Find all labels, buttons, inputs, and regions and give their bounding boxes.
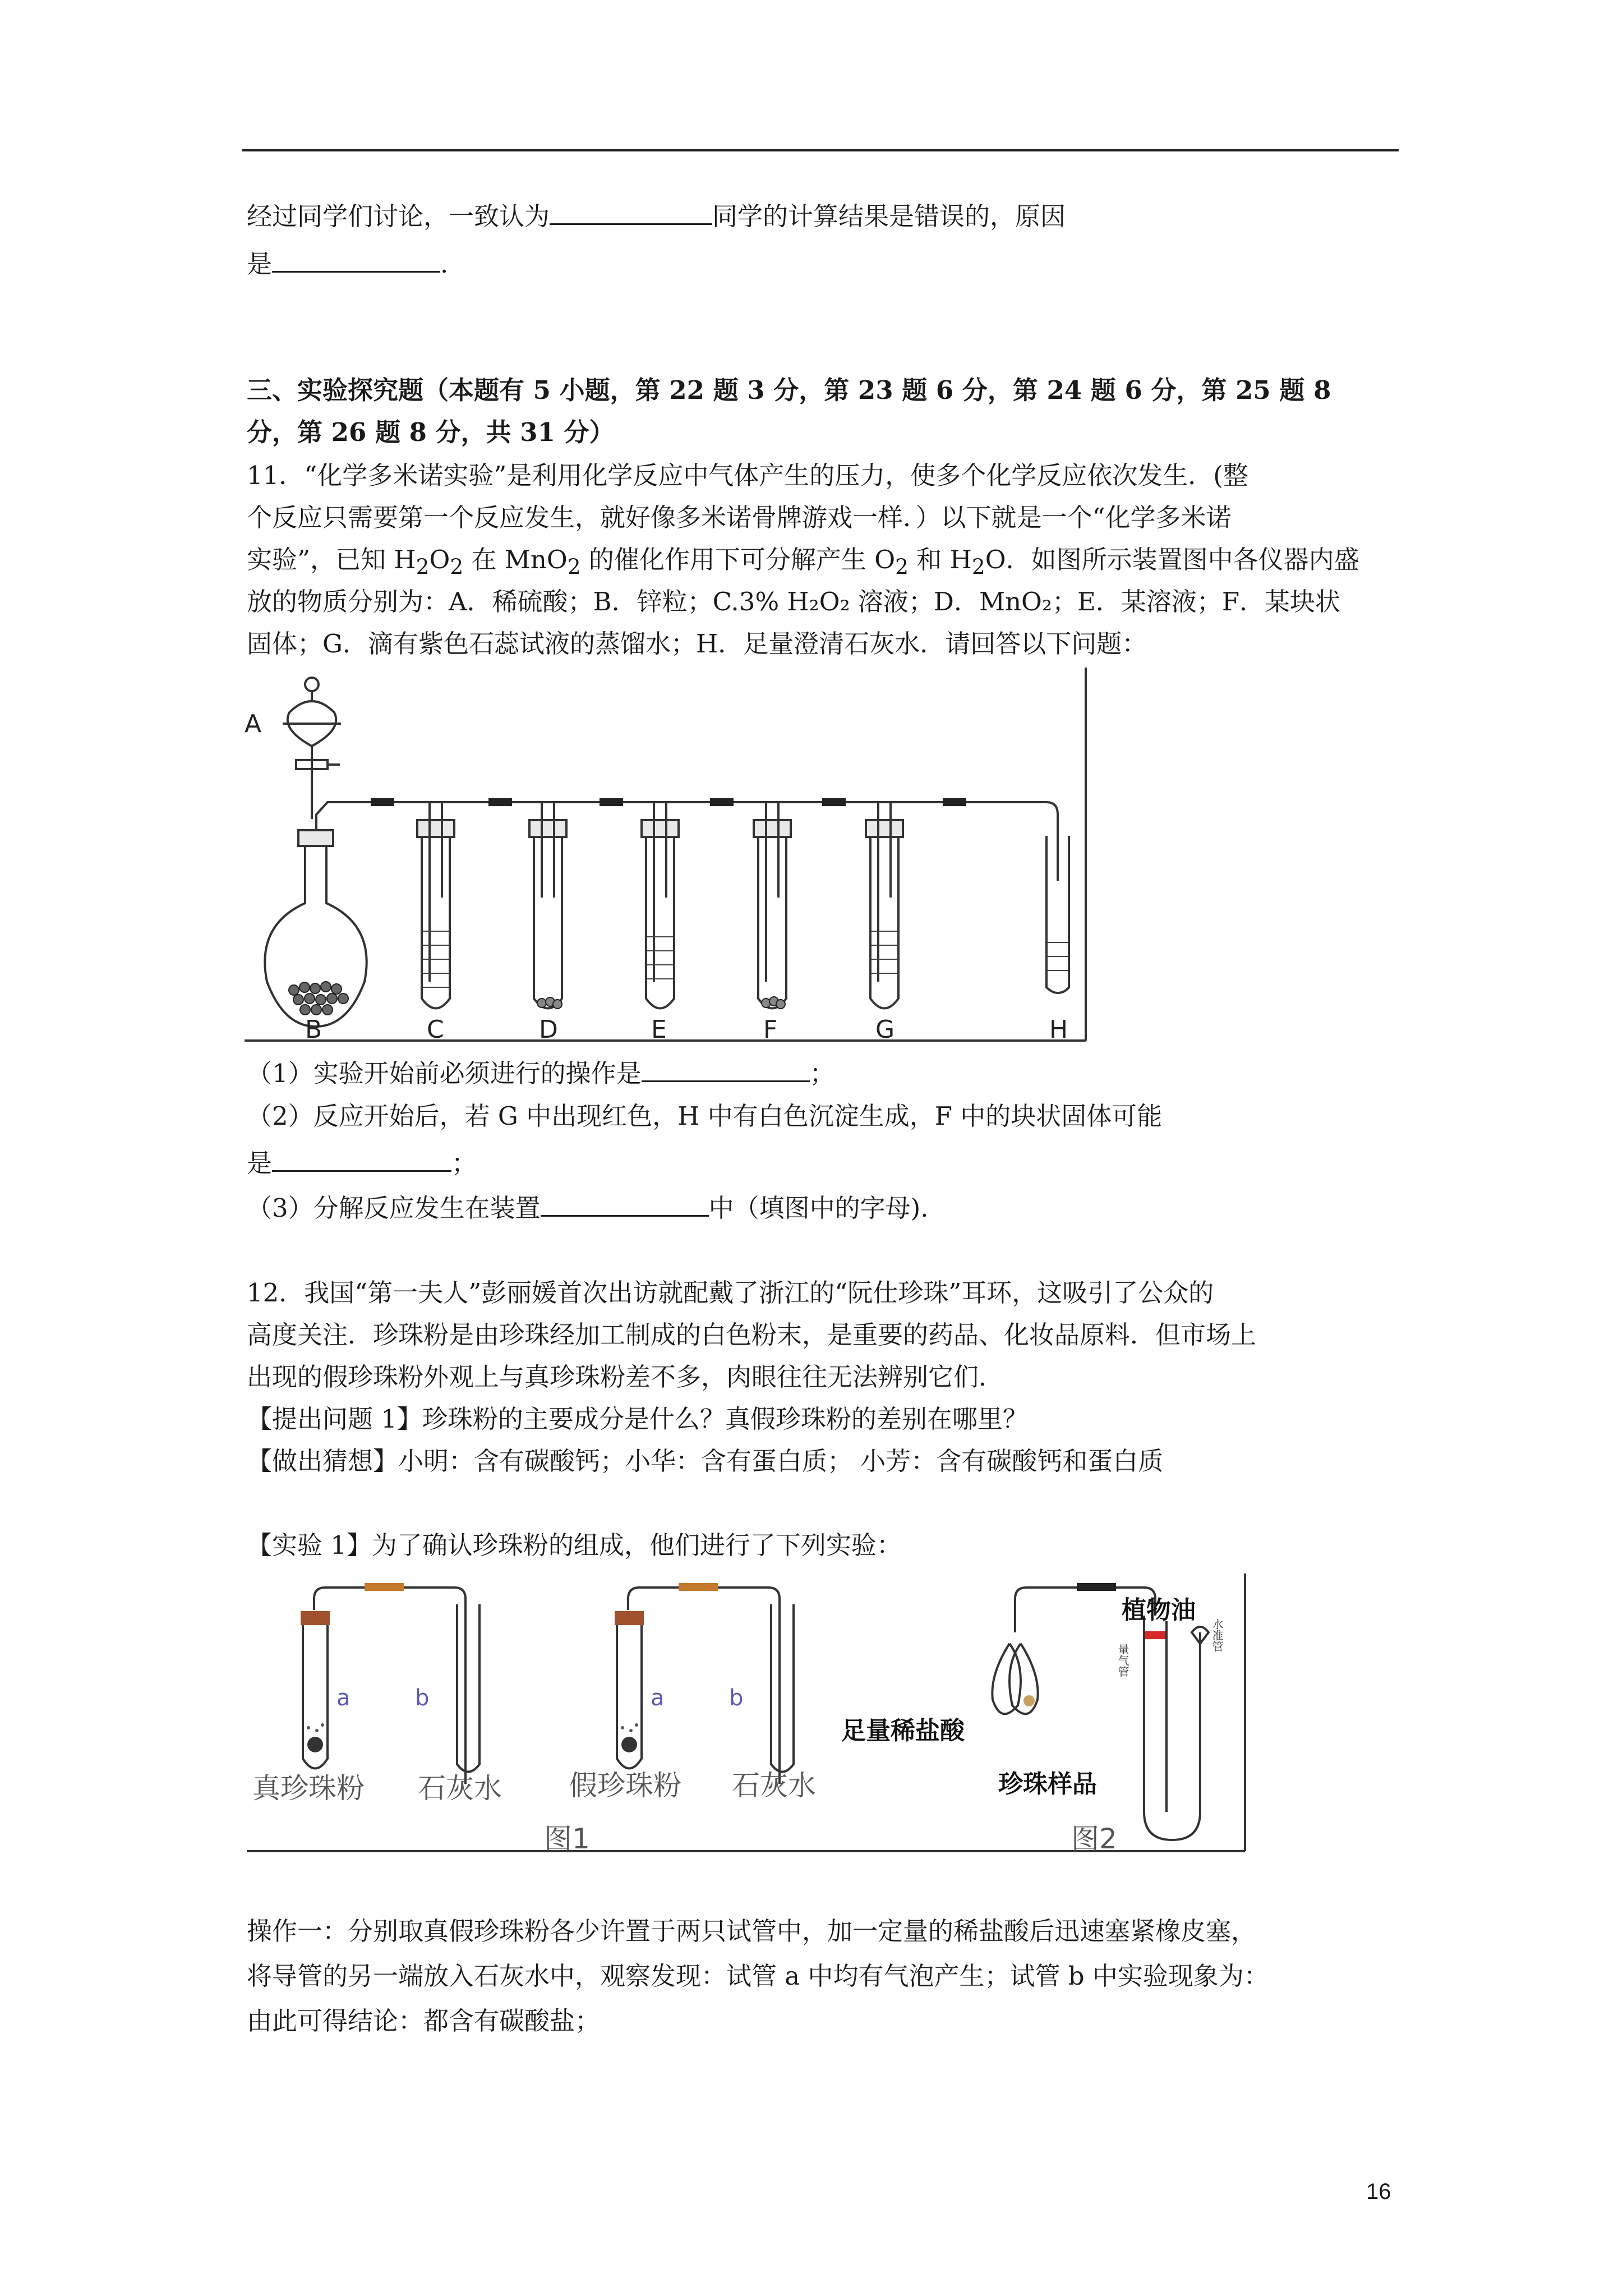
text-line [247,197,1066,233]
subquestion: （2）反应开始后，若 G 中出现红色，H 中有白色沉淀生成，F 中的块状固体可能 [247,1101,1163,1131]
label-pearl-sample: 珍珠样品 [998,1770,1097,1798]
question-text [247,543,1359,583]
section-title: 分，第 26 题 8 分，共 31 分） [247,417,615,447]
question-text: 【做出猜想】小明：含有碳酸钙；小华：含有蛋白质； 小芳：含有碳酸钙和蛋白质 [247,1446,1164,1476]
text-fragment: 中（填图中的字母). [708,1193,929,1223]
answer-blank[interactable] [272,245,440,273]
label-f: F [763,1015,778,1044]
subscript: 2 [416,554,430,579]
text-fragment: 和 H [908,545,972,574]
label-leveling-tube: 水准管 [1210,1618,1224,1652]
question-text: 个反应只需要第一个反应发生，就好像多米诺骨牌游戏一样．）以下就是一个“化学多米诺 [247,503,1232,532]
section-title: 三、实验探究题（本题有 5 小题，第 22 题 3 分，第 23 题 6 分，第 24 题 6 分，第 25 题 8 [247,375,1331,405]
text-fragment: （3）分解反应发生在装置 [247,1193,541,1223]
question-text: 11．“化学多米诺实验”是利用化学反应中气体产生的压力，使多个化学反应依次发生．(整 [247,461,1248,490]
question-text: 出现的假珍珠粉外观上与真珍珠粉差不多，肉眼往往无法辨别它们． [247,1362,1004,1392]
subscript: 2 [895,554,909,579]
question-text: 由此可得结论：都含有碳酸盐； [247,2006,601,2036]
text-fragment: 经过同学们讨论，一致认为 [247,201,550,231]
answer-blank[interactable] [550,197,712,225]
label-c: C [427,1015,444,1044]
label-vegetable-oil: 植物油 [1122,1596,1196,1625]
label-d: D [539,1015,558,1044]
text-fragment: . [440,249,449,279]
answer-blank[interactable] [541,1189,709,1217]
question-text: 将导管的另一端放入石灰水中，观察发现：试管 a 中均有气泡产生；试管 b 中实验现象为： [247,1961,1269,1991]
label-h: H [1049,1015,1068,1044]
question-text: 【提出问题 1】珍珠粉的主要成分是什么？真假珍珠粉的差别在哪里？ [247,1404,1028,1434]
label-tube-a: a [651,1685,665,1711]
label-gas-burette: 量气管 [1116,1644,1129,1677]
subscript: 2 [450,554,464,579]
subquestion [247,1055,835,1091]
label-g: G [875,1015,895,1044]
text-fragment: 的催化作用下可分解产生 O [580,545,896,574]
label-fake-pearl-powder: 假珍珠粉 [569,1769,681,1802]
text-fragment: ； [451,1148,477,1178]
text-fragment: 是 [247,249,273,279]
label-tube-a: a [336,1685,351,1711]
text-fragment: 实验”，已知 H [247,545,416,574]
domino-apparatus-figure [245,668,1097,1049]
subscript: 2 [971,554,985,579]
label-limewater: 石灰水 [732,1769,816,1802]
text-fragment: O．如图所示装置图中各仪器内盛 [985,545,1359,574]
label-figure-1: 图1 [544,1823,590,1855]
subquestion [247,1144,477,1180]
text-fragment: 同学的计算结果是错误的，原因 [712,201,1066,231]
label-tube-b: b [729,1685,744,1711]
label-a: A [245,710,262,738]
text-fragment: （1）实验开始前必须进行的操作是 [247,1059,642,1088]
subquestion [247,1189,929,1225]
text-fragment: 是 [247,1148,273,1178]
question-text: 【实验 1】为了确认珍珠粉的组成，他们进行了下列实验： [247,1530,902,1560]
question-text: 高度关注．珍珠粉是由珍珠经加工制成的白色粉末，是重要的药品、化妆品原料．但市场上 [247,1320,1257,1350]
label-real-pearl-powder: 真珍珠粉 [252,1772,365,1805]
question-text: 放的物质分别为：A．稀硫酸；B．锌粒；C.3% H₂O₂ 溶液；D．MnO₂；E．某溶液；F．某块状 [247,587,1341,616]
label-b: B [305,1015,322,1044]
answer-blank[interactable] [642,1055,810,1082]
label-limewater: 石灰水 [418,1772,502,1805]
header-rule [242,149,1399,151]
text-fragment: O [429,545,450,574]
subscript: 2 [567,554,581,579]
pearl-experiment-figure [247,1571,1251,1862]
label-e: E [651,1015,667,1044]
text-fragment: 在 MnO [463,545,568,574]
question-text: 操作一：分别取真假珍珠粉各少许置于两只试管中，加一定量的稀盐酸后迅速塞紧橡皮塞， [247,1916,1257,1946]
text-line [247,245,448,281]
answer-blank[interactable] [272,1144,451,1172]
question-text: 固体；G．滴有紫色石蕊试液的蒸馏水；H．足量澄清石灰水．请回答以下问题： [247,629,1147,659]
label-tube-b: b [415,1685,430,1711]
page-number: 16 [1366,2179,1391,2204]
text-fragment: ； [809,1059,835,1088]
label-figure-2: 图2 [1071,1823,1117,1855]
question-text: 12．我国“第一夫人”彭丽媛首次出访就配戴了浙江的“阮仕珍珠”耳环，这吸引了公众的 [247,1278,1214,1308]
label-dilute-hcl: 足量稀盐酸 [841,1717,965,1745]
